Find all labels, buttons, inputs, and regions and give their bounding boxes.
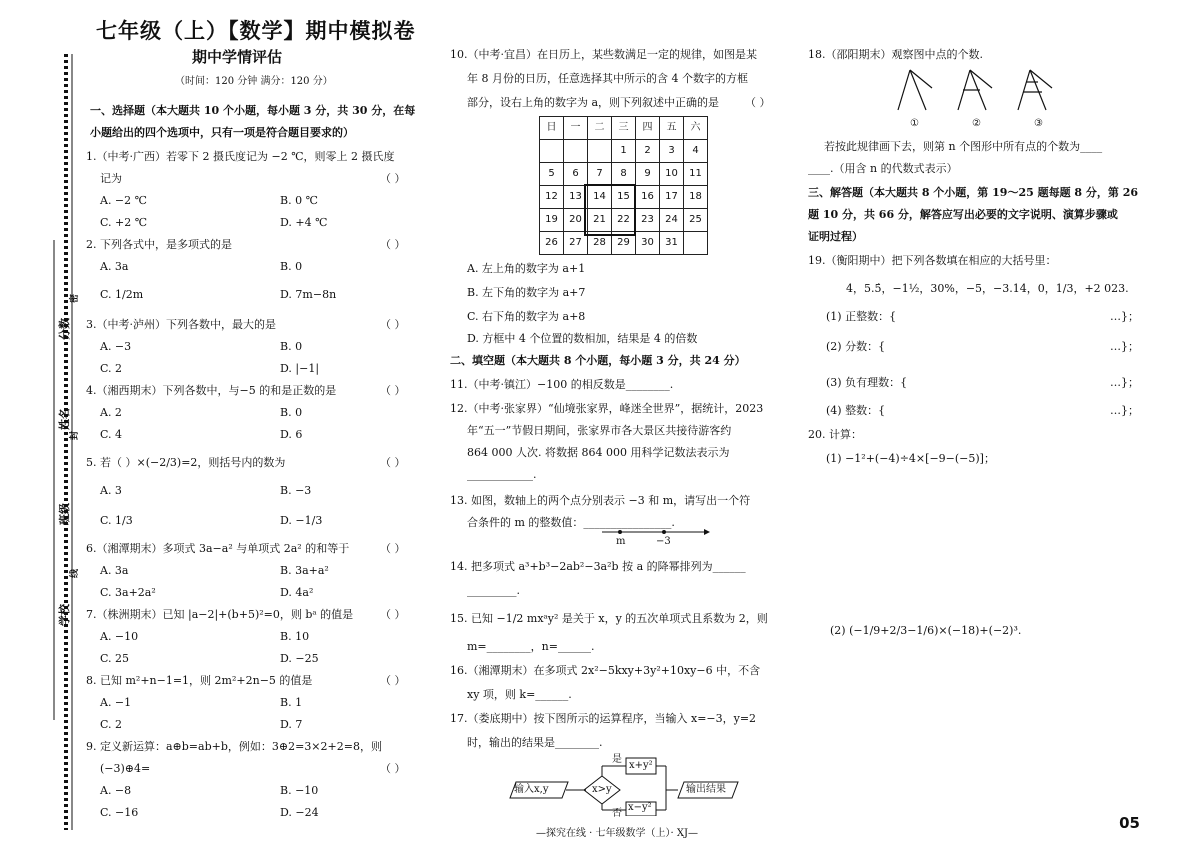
q4-b: B. 0 <box>280 406 303 419</box>
q4-a: A. 2 <box>100 406 122 419</box>
q10-paren: （ ） <box>745 96 771 109</box>
q8-c: C. 2 <box>100 718 123 731</box>
q1-a: A. −2 ℃ <box>100 194 147 207</box>
q1-paren: （ ） <box>380 172 406 185</box>
calendar-weekday: 日 <box>540 117 564 140</box>
flow-top-box: x+y² <box>629 760 653 771</box>
calendar-weekday: 一 <box>564 117 588 140</box>
q10-stem-3: 部分，设右上角的数字为 a，则下列叙述中正确的是 <box>467 96 720 109</box>
q10-b: B. 左下角的数字为 a+7 <box>467 286 586 299</box>
calendar-day: 28 <box>588 232 612 255</box>
q20-part1: (1) −1²+(−4)÷4×[−9−(−5)]； <box>826 452 995 465</box>
q5-d: D. −1/3 <box>280 514 323 527</box>
q14-stem-2: _________. <box>467 584 520 597</box>
q3-d: D. |−1| <box>280 362 320 375</box>
q19-row4: (4) 整数：{ <box>826 404 886 417</box>
q5-c: C. 1/3 <box>100 514 133 527</box>
page-number: 05 <box>1119 814 1140 833</box>
q5-b: B. −3 <box>280 484 312 497</box>
q5-paren: （ ） <box>380 456 406 469</box>
calendar-day <box>684 232 708 255</box>
dot-figures <box>890 64 1070 120</box>
q9-stem: 9. 定义新运算：a⊕b=ab+b，例如：3⊕2=3×2+2=8，则 <box>86 740 382 753</box>
q8-b: B. 1 <box>280 696 303 709</box>
calendar-day: 13 <box>564 186 588 209</box>
calendar-day: 16 <box>636 186 660 209</box>
q9-a: A. −8 <box>100 784 132 797</box>
calendar-day: 5 <box>540 163 564 186</box>
calendar-day: 18 <box>684 186 708 209</box>
calendar-day: 29 <box>612 232 636 255</box>
q3-c: C. 2 <box>100 362 123 375</box>
q15-stem: 15. 已知 −1/2 mxᵃy² 是关于 x，y 的五次单项式且系数为 2，则 <box>450 612 768 625</box>
flow-yes: 是 <box>612 754 622 765</box>
calendar-day: 4 <box>684 140 708 163</box>
calendar-weekday: 六 <box>684 117 708 140</box>
q3-stem: 3.（中考·泸州）下列各数中，最大的是 <box>86 318 276 331</box>
q16-stem: 16.（湘潭期末）在多项式 2x²−5kxy+3y²+10xy−6 中，不含 <box>450 664 761 677</box>
q19-row1-end: …}； <box>1110 310 1139 323</box>
exam-time: （时间：120 分钟 满分：120 分） <box>175 76 333 87</box>
flow-bottom-box: x−y² <box>628 802 652 813</box>
calendar-day: 27 <box>564 232 588 255</box>
binding-class: 班级 <box>58 503 71 525</box>
calendar-day: 14 <box>588 186 612 209</box>
section3-head: 三、解答题（本大题共 8 个小题，第 19～25 题每题 8 分，第 26 <box>808 186 1139 199</box>
q10-c: C. 右下角的数字为 a+8 <box>467 310 586 323</box>
q2-c: C. 1/2m <box>100 288 144 301</box>
q12-stem-2: 年“五一”节假日期间，张家界市各大景区共接待游客约 <box>467 424 732 437</box>
q17-stem: 17.（娄底期中）按下图所示的运算程序，当输入 x=−3，y=2 <box>450 712 757 725</box>
q12-stem-3: 864 000 人次. 将数据 864 000 用科学记数法表示为 <box>467 446 730 459</box>
q4-d: D. 6 <box>280 428 303 441</box>
calendar-weekday: 三 <box>612 117 636 140</box>
q6-c: C. 3a+2a² <box>100 586 156 599</box>
flow-no: 否 <box>612 808 622 819</box>
q2-b: B. 0 <box>280 260 303 273</box>
number-line-neg3: −3 <box>656 536 671 547</box>
calendar-day: 6 <box>564 163 588 186</box>
binding-school: 学校 <box>58 604 71 626</box>
q7-d: D. −25 <box>280 652 319 665</box>
calendar-day: 30 <box>636 232 660 255</box>
figure-3-label: ③ <box>1034 118 1043 129</box>
q6-stem: 6.（湘潭期末）多项式 3a−a² 与单项式 2a² 的和等于 <box>86 542 350 555</box>
q20-part2: (2) (−1/9+2/3−1/6)×(−18)+(−2)³. <box>830 624 1022 637</box>
page-title: 七年级（上）【数学】期中模拟卷 <box>96 18 416 43</box>
q8-a: A. −1 <box>100 696 132 709</box>
q12-stem: 12.（中考·张家界）“仙境张家界，峰迷全世界”，据统计，2023 <box>450 402 764 415</box>
q19-stem: 19.（衡阳期中）把下列各数填在相应的大括号里： <box>808 254 1057 267</box>
q4-c: C. 4 <box>100 428 123 441</box>
q3-paren: （ ） <box>380 318 406 331</box>
q3-b: B. 0 <box>280 340 303 353</box>
calendar-day: 22 <box>612 209 636 232</box>
q1-b: B. 0 ℃ <box>280 194 318 207</box>
q19-row2-end: …}； <box>1110 340 1139 353</box>
q5-a: A. 3 <box>100 484 122 497</box>
q20-stem: 20. 计算： <box>808 428 862 441</box>
section3-head-2: 题 10 分，共 66 分，解答应写出必要的文字说明、演算步骤或 <box>808 208 1118 221</box>
section1-head: 一、选择题（本大题共 10 个小题，每小题 3 分，共 30 分，在每 <box>90 104 416 117</box>
flow-input: 输入x,y <box>514 784 549 795</box>
calendar-weekday: 二 <box>588 117 612 140</box>
q19-row3-end: …}； <box>1110 376 1139 389</box>
q6-d: D. 4a² <box>280 586 314 599</box>
calendar-day: 20 <box>564 209 588 232</box>
q10-d: D. 方框中 4 个位置的数相加，结果是 4 的倍数 <box>467 332 698 345</box>
q15-stem-2: m=________，n=______. <box>467 640 595 653</box>
calendar-day: 1 <box>612 140 636 163</box>
calendar-day: 21 <box>588 209 612 232</box>
q8-d: D. 7 <box>280 718 303 731</box>
q12-stem-4: ____________. <box>467 468 537 481</box>
calendar-day: 24 <box>660 209 684 232</box>
calendar-header-row <box>540 117 708 140</box>
calendar-day <box>588 140 612 163</box>
calendar-day: 19 <box>540 209 564 232</box>
q5-stem: 5. 若（ ）×(−2/3)=2，则括号内的数为 <box>86 456 286 469</box>
q9-b: B. −10 <box>280 784 319 797</box>
footer: —探究在线 · 七年级数学（上）· XJ— <box>536 828 699 839</box>
q2-d: D. 7m−8n <box>280 288 337 301</box>
q9-c: C. −16 <box>100 806 139 819</box>
q4-paren: （ ） <box>380 384 406 397</box>
calendar-day: 17 <box>660 186 684 209</box>
calendar-day: 11 <box>684 163 708 186</box>
calendar-day: 9 <box>636 163 660 186</box>
q6-paren: （ ） <box>380 542 406 555</box>
q19-row1: (1) 正整数：{ <box>826 310 897 323</box>
calendar-day: 23 <box>636 209 660 232</box>
binding-mi: 密 <box>70 293 80 303</box>
calendar-day: 12 <box>540 186 564 209</box>
q9-stem-2: (−3)⊕4= <box>100 762 151 775</box>
q2-stem: 2. 下列各式中，是多项式的是 <box>86 238 232 251</box>
binding-score: 分数 <box>58 318 71 340</box>
q18-stem-2: 若按此规律画下去，则第 n 个图形中所有点的个数为____ <box>824 140 1103 153</box>
number-line-m: m <box>616 536 626 547</box>
q1-stem: 1.（中考·广西）若零下 2 摄氏度记为 −2 ℃，则零上 2 摄氏度 <box>86 150 395 163</box>
calendar-weekday: 四 <box>636 117 660 140</box>
q7-b: B. 10 <box>280 630 310 643</box>
calendar-day <box>540 140 564 163</box>
q9-paren: （ ） <box>380 762 406 775</box>
calendar-day: 7 <box>588 163 612 186</box>
binding-xian: 线 <box>70 568 80 578</box>
q3-a: A. −3 <box>100 340 132 353</box>
q7-paren: （ ） <box>380 608 406 621</box>
q19-row3: (3) 负有理数：{ <box>826 376 908 389</box>
q1-d: D. +4 ℃ <box>280 216 328 229</box>
calendar-weekday: 五 <box>660 117 684 140</box>
q14-stem: 14. 把多项式 a³+b³−2ab²−3a²b 按 a 的降幂排列为______ <box>450 560 746 573</box>
q17-stem-2: 时，输出的结果是________. <box>467 736 603 749</box>
q8-paren: （ ） <box>380 674 406 687</box>
binding-strip <box>40 40 84 840</box>
calendar-day: 8 <box>612 163 636 186</box>
calendar-day: 26 <box>540 232 564 255</box>
section1-head-2: 小题给出的四个选项中，只有一项是符合题目要求的） <box>90 126 354 139</box>
binding-feng: 封 <box>70 430 80 440</box>
page-subtitle: 期中学情评估 <box>192 48 283 66</box>
q10-stem-2: 年 8 月份的日历，任意选择其中所示的含 4 个数字的方框 <box>467 72 748 85</box>
section3-head-3: 证明过程） <box>808 230 863 243</box>
calendar-day <box>564 140 588 163</box>
q2-paren: （ ） <box>380 238 406 251</box>
q6-b: B. 3a+a² <box>280 564 329 577</box>
q1-stem-2: 记为 <box>100 172 122 185</box>
q13-stem: 13. 如图，数轴上的两个点分别表示 −3 和 m，请写出一个符 <box>450 494 751 507</box>
q18-stem: 18.（邵阳期末）观察图中点的个数. <box>808 48 983 61</box>
calendar-day: 10 <box>660 163 684 186</box>
calendar-week-row <box>540 140 708 163</box>
q9-d: D. −24 <box>280 806 319 819</box>
q4-stem: 4.（湘西期末）下列各数中，与−5 的和是正数的是 <box>86 384 337 397</box>
figure-2-label: ② <box>972 118 981 129</box>
q7-stem: 7.（株洲期末）已知 |a−2|+(b+5)²=0，则 bᵃ 的值是 <box>86 608 354 621</box>
q1-c: C. +2 ℃ <box>100 216 148 229</box>
calendar-highlight-box <box>584 184 638 238</box>
flow-condition: x>y <box>592 784 612 795</box>
calendar-week-row <box>540 163 708 186</box>
calendar-day: 2 <box>636 140 660 163</box>
calendar-day: 31 <box>660 232 684 255</box>
q19-row4-end: …}； <box>1110 404 1139 417</box>
figure-1-label: ① <box>910 118 919 129</box>
q10-stem: 10.（中考·宜昌）在日历上，某些数满足一定的规律，如图是某 <box>450 48 757 61</box>
q16-stem-2: xy 项，则 k=______. <box>467 688 572 701</box>
q8-stem: 8. 已知 m²+n−1=1，则 2m²+2n−5 的值是 <box>86 674 313 687</box>
calendar-day: 15 <box>612 186 636 209</box>
q7-c: C. 25 <box>100 652 130 665</box>
q10-a: A. 左上角的数字为 a+1 <box>467 262 586 275</box>
binding-name: 姓名 <box>58 408 71 430</box>
q19-row2: (2) 分数：{ <box>826 340 886 353</box>
q18-stem-3: ____.（用含 n 的代数式表示） <box>808 162 958 175</box>
calendar-day: 3 <box>660 140 684 163</box>
q19-numbers: 4，5.5̇，−1½，30%，−5，−3.14，0，1/3，+2 023. <box>846 282 1129 295</box>
section2-head: 二、填空题（本大题共 8 个小题，每小题 3 分，共 24 分） <box>450 354 746 367</box>
calendar-day: 25 <box>684 209 708 232</box>
flow-output: 输出结果 <box>686 784 726 795</box>
q2-a: A. 3a <box>100 260 129 273</box>
q6-a: A. 3a <box>100 564 129 577</box>
q7-a: A. −10 <box>100 630 139 643</box>
q13-stem-2: 合条件的 m 的整数值：________________. <box>467 516 675 529</box>
q11-stem: 11.（中考·镇江）−100 的相反数是________. <box>450 378 674 391</box>
